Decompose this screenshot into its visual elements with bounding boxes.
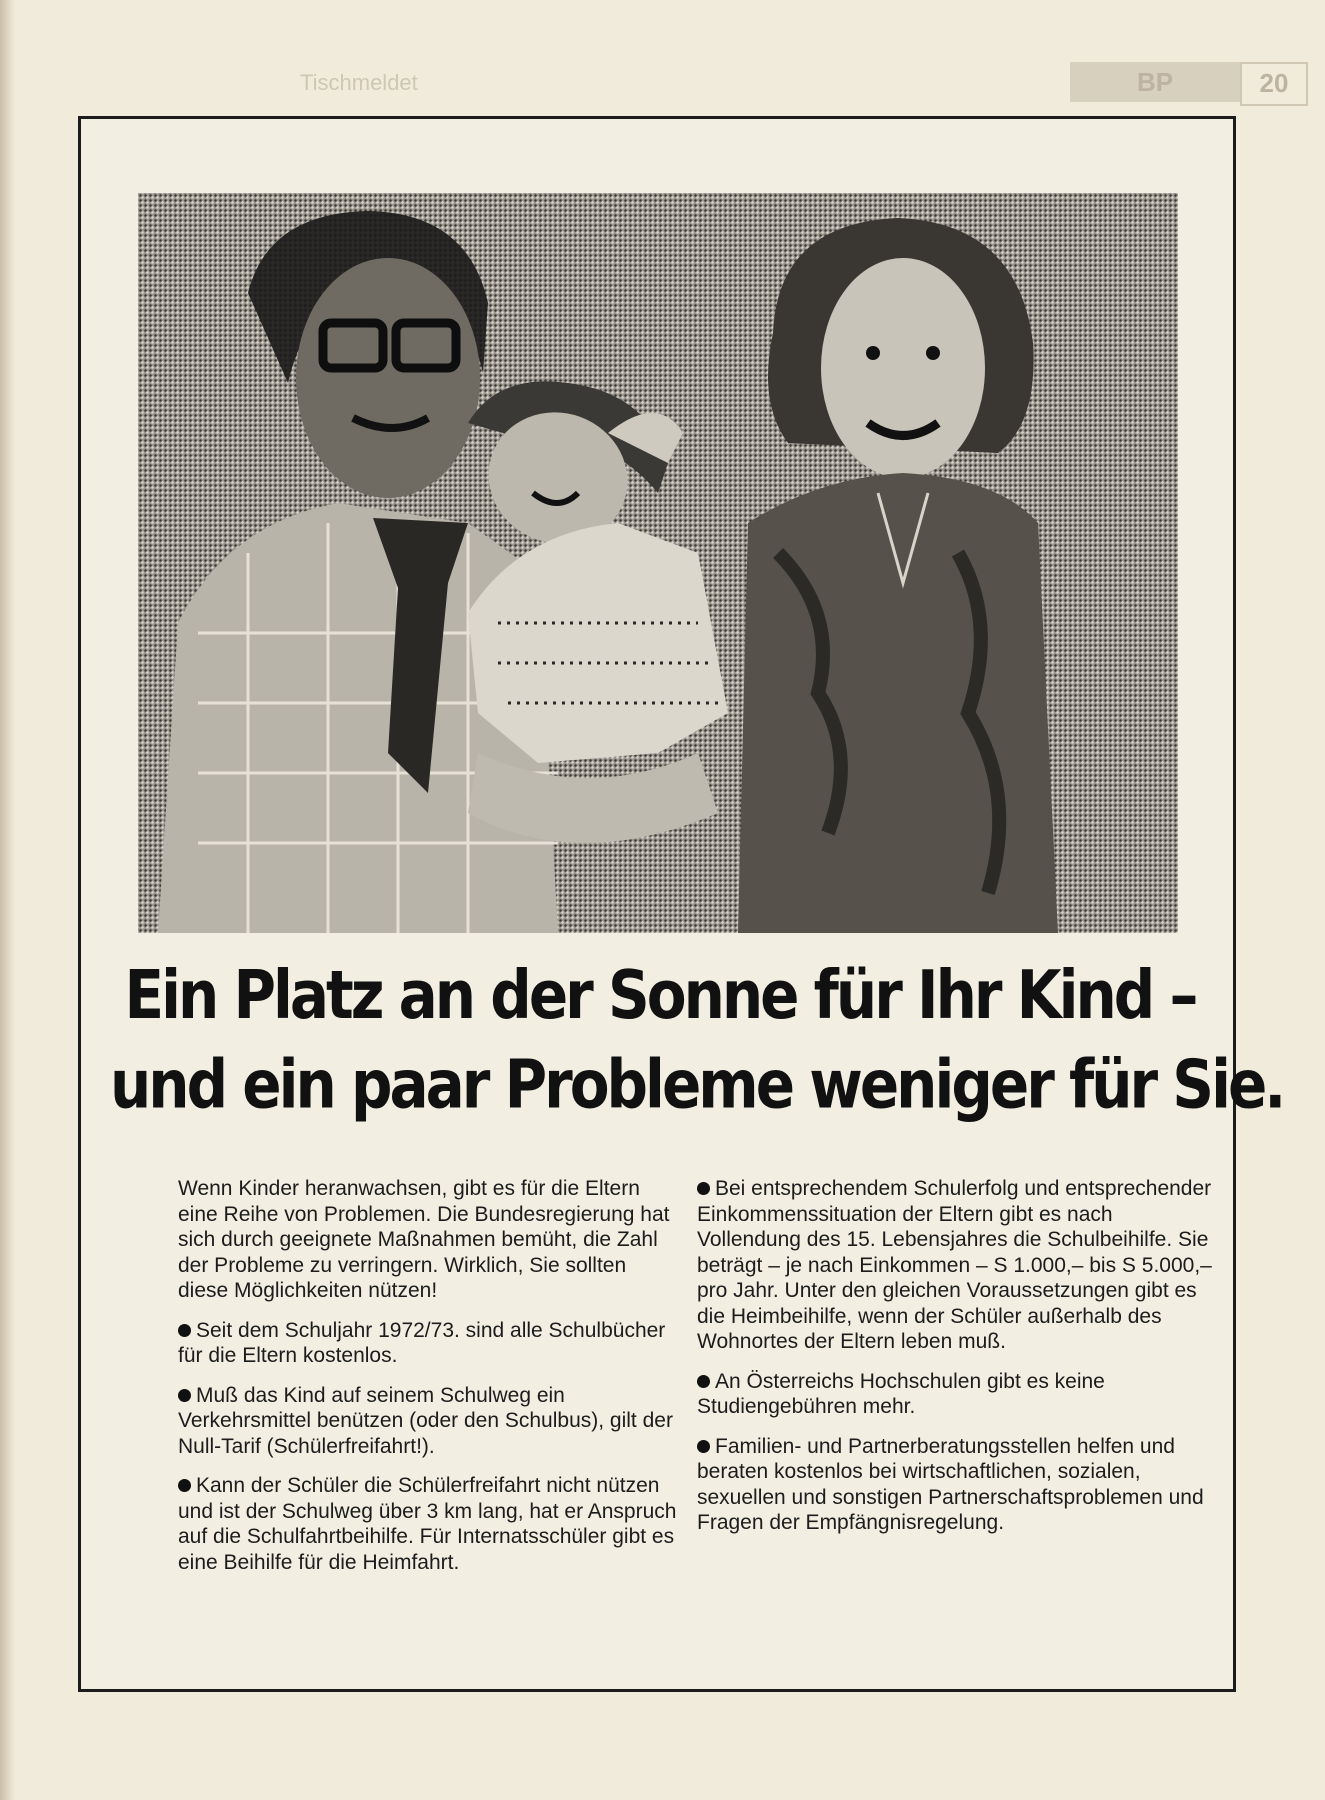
bullet-paragraph [697, 1176, 1217, 1355]
bullet-icon [178, 1324, 191, 1337]
bleed-through-text: Tischmeldet [300, 70, 418, 95]
bullet-text: Muß das Kind auf seinem Schulweg ein Verkehrsmittel benützen (oder den Schulbus), gilt der Null-Tarif (Schülerfreifahrt!). [178, 1383, 673, 1458]
bullet-icon [697, 1440, 710, 1453]
bullet-text: Bei entsprechendem Schulerfolg und entsprechender Einkommenssituation der Eltern gibt es nach Vollendung des 15. Lebensjahres die Schulbeihilfe. Sie beträgt – je nach Einkommen – S 1.000,– bis S 5.000,– pro Jahr. Unter den gleichen Voraussetzungen gibt es die Heimbeihilfe, wenn der Schüler außerhalb des Wohnortes der Eltern leben muß. [697, 1177, 1212, 1353]
bullet-text: Familien- und Partnerberatungsstellen helfen und beraten kostenlos bei wirtschaftlichen, sozialen, sexuellen und sonstigen Partnerschaftsproblemen und Fragen der Empfängnisregelung. [697, 1434, 1204, 1534]
bleed-through-badge: BP [1070, 62, 1240, 102]
page-edge [0, 0, 14, 1800]
family-photo-illustration [138, 193, 1178, 933]
left-column [178, 1176, 678, 1589]
intro-paragraph: Wenn Kinder heranwachsen, gibt es für die Eltern eine Reihe von Problemen. Die Bundesregierung hat sich durch geeignete Maßnahmen bemüht, die Zahl der Probleme zu verringern. Wirklich, Sie sollten diese Möglichkeiten nützen! [178, 1177, 670, 1302]
bullet-text: An Österreichs Hochschulen gibt es keine Studiengebühren mehr. [697, 1369, 1105, 1418]
bullet-paragraph [178, 1473, 678, 1575]
headline-line-2: und ein paar Probleme weniger für Sie. [110, 1045, 1284, 1124]
bullet-icon [178, 1479, 191, 1492]
right-column [697, 1176, 1217, 1550]
headline [110, 950, 1284, 1129]
bullet-icon [697, 1182, 710, 1195]
bullet-text: Kann der Schüler die Schülerfreifahrt nicht nützen und ist der Schulweg über 3 km lang, hat er Anspruch auf die Schulfahrtbeihilfe. Für Internatsschüler gibt es eine Beihilfe für die Heimfahrt. [178, 1474, 677, 1574]
bullet-icon [178, 1389, 191, 1402]
bleed-through-header [60, 62, 1290, 102]
bullet-text: Seit dem Schuljahr 1972/73. sind alle Schulbücher für die Eltern kostenlos. [178, 1318, 666, 1367]
headline-line-1: Ein Platz an der Sonne für Ihr Kind – [124, 955, 1196, 1034]
family-photo [138, 193, 1178, 933]
bullet-paragraph [697, 1434, 1217, 1536]
bullet-paragraph [178, 1318, 678, 1369]
bullet-icon [697, 1375, 710, 1388]
bullet-paragraph [178, 1383, 678, 1460]
bullet-paragraph [697, 1369, 1217, 1420]
page-number: 20 [1240, 62, 1308, 106]
